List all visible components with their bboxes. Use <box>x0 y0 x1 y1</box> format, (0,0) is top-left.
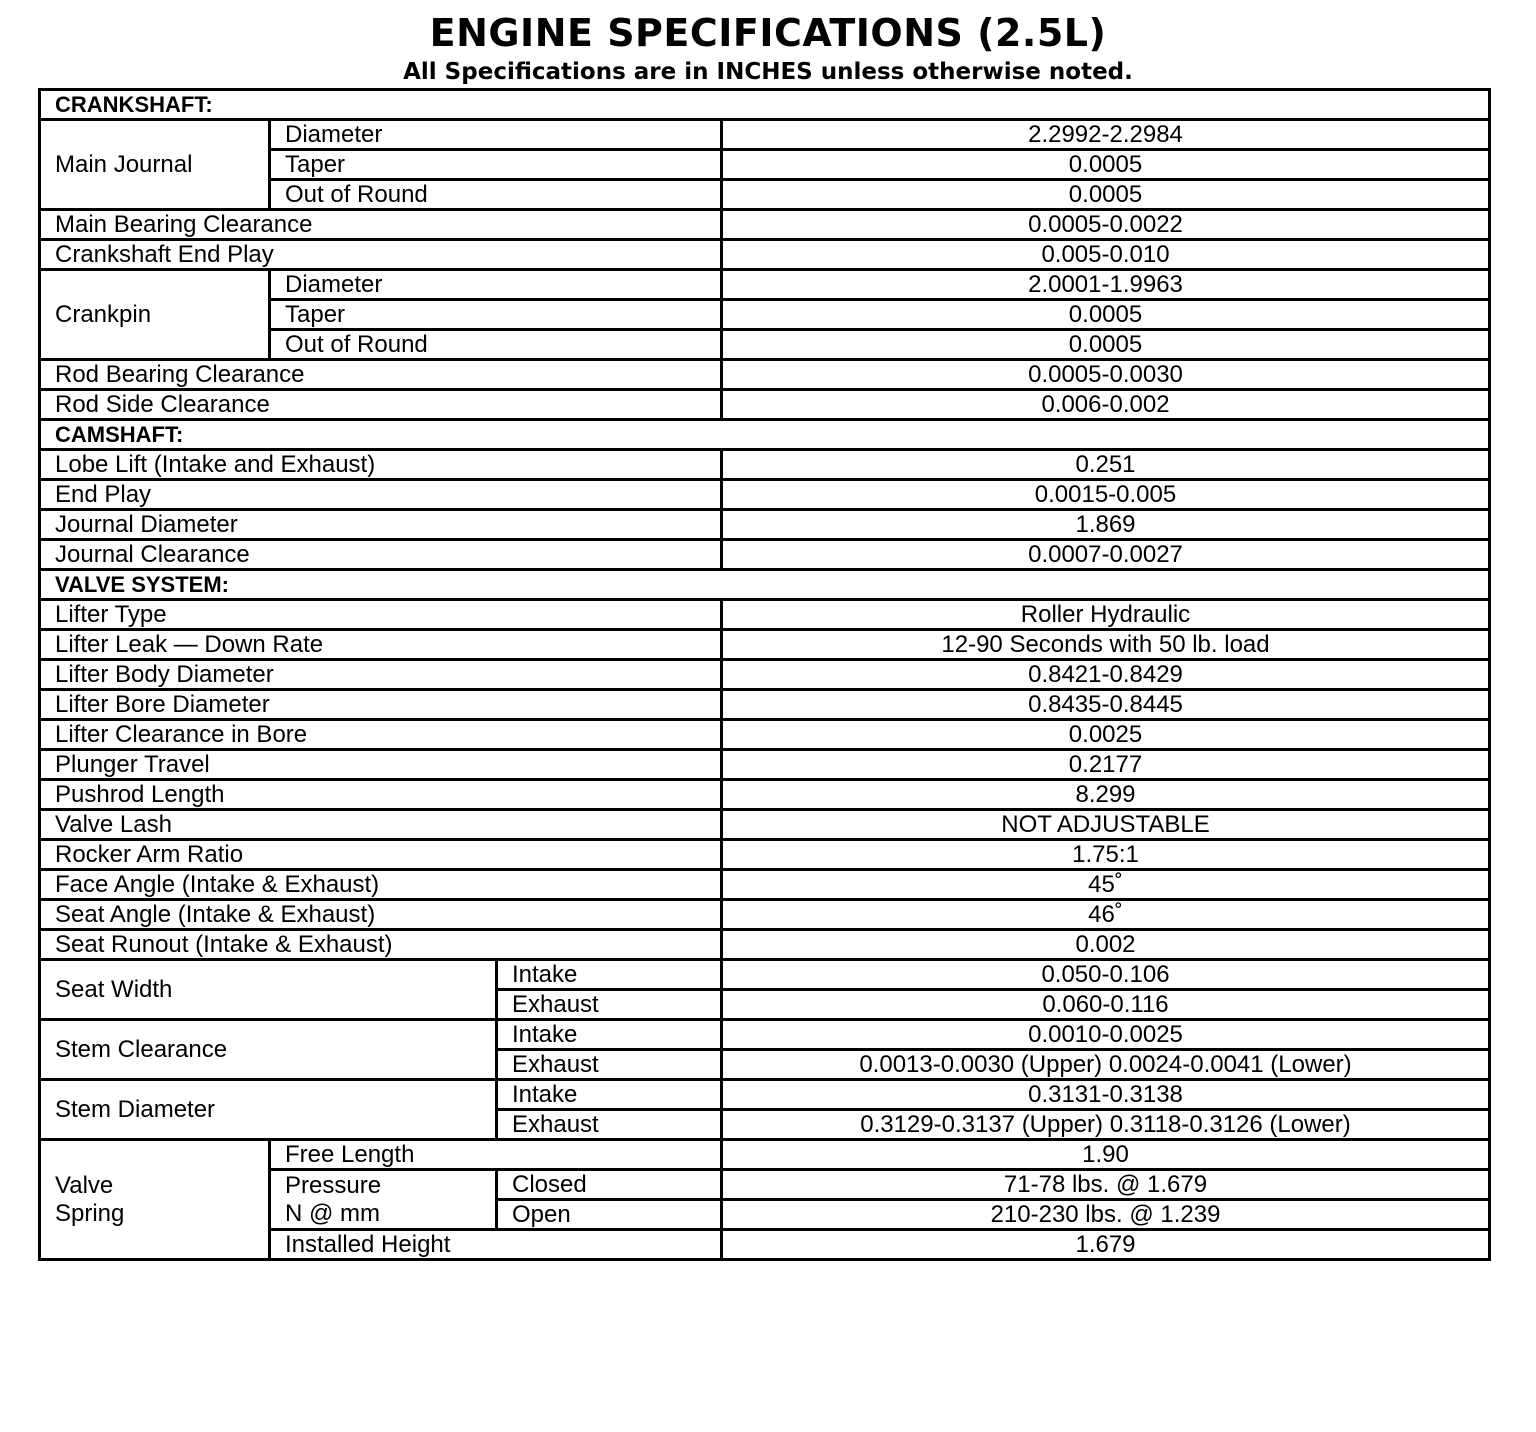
spec-value: 0.0005 <box>722 180 1490 210</box>
section-heading-crankshaft: CRANKSHAFT: <box>40 90 1490 120</box>
spec-value: 0.0015-0.005 <box>722 480 1490 510</box>
table-row <box>40 360 1490 390</box>
table-row <box>40 540 1490 570</box>
spec-value: 1.90 <box>722 1140 1490 1170</box>
spec-label: Lifter Bore Diameter <box>40 690 722 720</box>
section-header-row <box>40 570 1490 600</box>
spec-value: NOT ADJUSTABLE <box>722 810 1490 840</box>
table-row <box>40 780 1490 810</box>
sub-label: Intake <box>497 1020 722 1050</box>
group-label-crankpin: Crankpin <box>40 270 270 360</box>
spec-value: 0.002 <box>722 930 1490 960</box>
spec-label: Main Bearing Clearance <box>40 210 722 240</box>
table-row <box>40 510 1490 540</box>
table-row <box>40 600 1490 630</box>
table-row <box>40 660 1490 690</box>
spec-value: 1.679 <box>722 1230 1490 1260</box>
spec-label: Rod Bearing Clearance <box>40 360 722 390</box>
table-row <box>40 120 1490 150</box>
table-row <box>40 240 1490 270</box>
spec-value: 1.869 <box>722 510 1490 540</box>
spec-value: 0.8435-0.8445 <box>722 690 1490 720</box>
section-heading-valve-system: VALVE SYSTEM: <box>40 570 1490 600</box>
spec-value: 0.060-0.116 <box>722 990 1490 1020</box>
spec-value: 210-230 lbs. @ 1.239 <box>722 1200 1490 1230</box>
table-row <box>40 270 1490 300</box>
valve-spring-label-line2: Spring <box>55 1199 125 1227</box>
spec-value: 0.0010-0.0025 <box>722 1020 1490 1050</box>
spec-value: 0.0025 <box>722 720 1490 750</box>
spec-value: 0.3129-0.3137 (Upper) 0.3118-0.3126 (Lower) <box>722 1110 1490 1140</box>
spec-label: Lobe Lift (Intake and Exhaust) <box>40 450 722 480</box>
spec-label: Seat Angle (Intake & Exhaust) <box>40 900 722 930</box>
section-header-row <box>40 420 1490 450</box>
spec-value: 0.0005-0.0030 <box>722 360 1490 390</box>
spec-value: 2.0001-1.9963 <box>722 270 1490 300</box>
table-row <box>40 630 1490 660</box>
spec-label: Out of Round <box>270 180 722 210</box>
spec-value: 46˚ <box>722 900 1490 930</box>
table-row <box>40 840 1490 870</box>
table-row <box>40 810 1490 840</box>
table-row <box>40 1020 1490 1050</box>
spec-value: 0.0005 <box>722 300 1490 330</box>
spec-value: 0.006-0.002 <box>722 390 1490 420</box>
spec-value: 0.0005 <box>722 330 1490 360</box>
spec-value: 2.2992-2.2984 <box>722 120 1490 150</box>
pressure-label-line1: Pressure <box>285 1171 382 1199</box>
sub-label: Intake <box>497 960 722 990</box>
spec-value: 0.005-0.010 <box>722 240 1490 270</box>
section-header-row <box>40 90 1490 120</box>
group-label-stem-diameter: Stem Diameter <box>40 1080 497 1140</box>
spec-value: 0.0005-0.0022 <box>722 210 1490 240</box>
table-row <box>40 1080 1490 1110</box>
spec-label: Valve Lash <box>40 810 722 840</box>
spec-label: Journal Diameter <box>40 510 722 540</box>
table-row <box>40 390 1490 420</box>
spec-label: Taper <box>270 150 722 180</box>
section-heading-camshaft: CAMSHAFT: <box>40 420 1490 450</box>
spec-value: 0.0007-0.0027 <box>722 540 1490 570</box>
spec-value: 45˚ <box>722 870 1490 900</box>
spec-value: 0.050-0.106 <box>722 960 1490 990</box>
group-label-main-journal: Main Journal <box>40 120 270 210</box>
spec-label: Seat Runout (Intake & Exhaust) <box>40 930 722 960</box>
spec-value: 12-90 Seconds with 50 lb. load <box>722 630 1490 660</box>
spec-value: 0.251 <box>722 450 1490 480</box>
sub-label: Open <box>497 1200 722 1230</box>
group-label-stem-clearance: Stem Clearance <box>40 1020 497 1080</box>
spec-value: 0.8421-0.8429 <box>722 660 1490 690</box>
spec-label: Face Angle (Intake & Exhaust) <box>40 870 722 900</box>
engine-spec-table <box>38 88 1491 1261</box>
spec-label: Free Length <box>270 1140 722 1170</box>
group-label-seat-width: Seat Width <box>40 960 497 1020</box>
spec-label: Out of Round <box>270 330 722 360</box>
sub-label: Exhaust <box>497 1050 722 1080</box>
table-row <box>40 480 1490 510</box>
table-row <box>40 870 1490 900</box>
spec-label: Diameter <box>270 270 722 300</box>
spec-label: Crankshaft End Play <box>40 240 722 270</box>
table-row <box>40 900 1490 930</box>
spec-label: Journal Clearance <box>40 540 722 570</box>
sub-label: Exhaust <box>497 1110 722 1140</box>
spec-value: Roller Hydraulic <box>722 600 1490 630</box>
group-label-valve-spring <box>40 1140 270 1260</box>
spec-value: 0.2177 <box>722 750 1490 780</box>
table-row <box>40 750 1490 780</box>
group-label-pressure <box>270 1170 497 1230</box>
spec-value: 0.0013-0.0030 (Upper) 0.0024-0.0041 (Lower) <box>722 1050 1490 1080</box>
spec-label: Lifter Body Diameter <box>40 660 722 690</box>
spec-value: 8.299 <box>722 780 1490 810</box>
table-row <box>40 1140 1490 1170</box>
spec-label: Rocker Arm Ratio <box>40 840 722 870</box>
table-row <box>40 690 1490 720</box>
spec-value: 71-78 lbs. @ 1.679 <box>722 1170 1490 1200</box>
page-subtitle: All Specifications are in INCHES unless otherwise noted. <box>403 59 1133 85</box>
table-row <box>40 450 1490 480</box>
spec-label: Plunger Travel <box>40 750 722 780</box>
spec-label: Diameter <box>270 120 722 150</box>
sub-label: Exhaust <box>497 990 722 1020</box>
spec-label: Rod Side Clearance <box>40 390 722 420</box>
spec-label: End Play <box>40 480 722 510</box>
table-row <box>40 720 1490 750</box>
table-row <box>40 930 1490 960</box>
spec-value: 1.75:1 <box>722 840 1490 870</box>
pressure-label-line2: N @ mm <box>285 1199 381 1227</box>
spec-label: Pushrod Length <box>40 780 722 810</box>
valve-spring-label-line1: Valve <box>55 1171 114 1199</box>
table-row <box>40 960 1490 990</box>
spec-value: 0.3131-0.3138 <box>722 1080 1490 1110</box>
sub-label: Intake <box>497 1080 722 1110</box>
page-title: ENGINE SPECIFICATIONS (2.5L) <box>429 11 1107 55</box>
spec-label: Lifter Type <box>40 600 722 630</box>
spec-label: Installed Height <box>270 1230 722 1260</box>
spec-value: 0.0005 <box>722 150 1490 180</box>
spec-label: Taper <box>270 300 722 330</box>
sub-label: Closed <box>497 1170 722 1200</box>
spec-label: Lifter Leak — Down Rate <box>40 630 722 660</box>
spec-label: Lifter Clearance in Bore <box>40 720 722 750</box>
table-row <box>40 210 1490 240</box>
